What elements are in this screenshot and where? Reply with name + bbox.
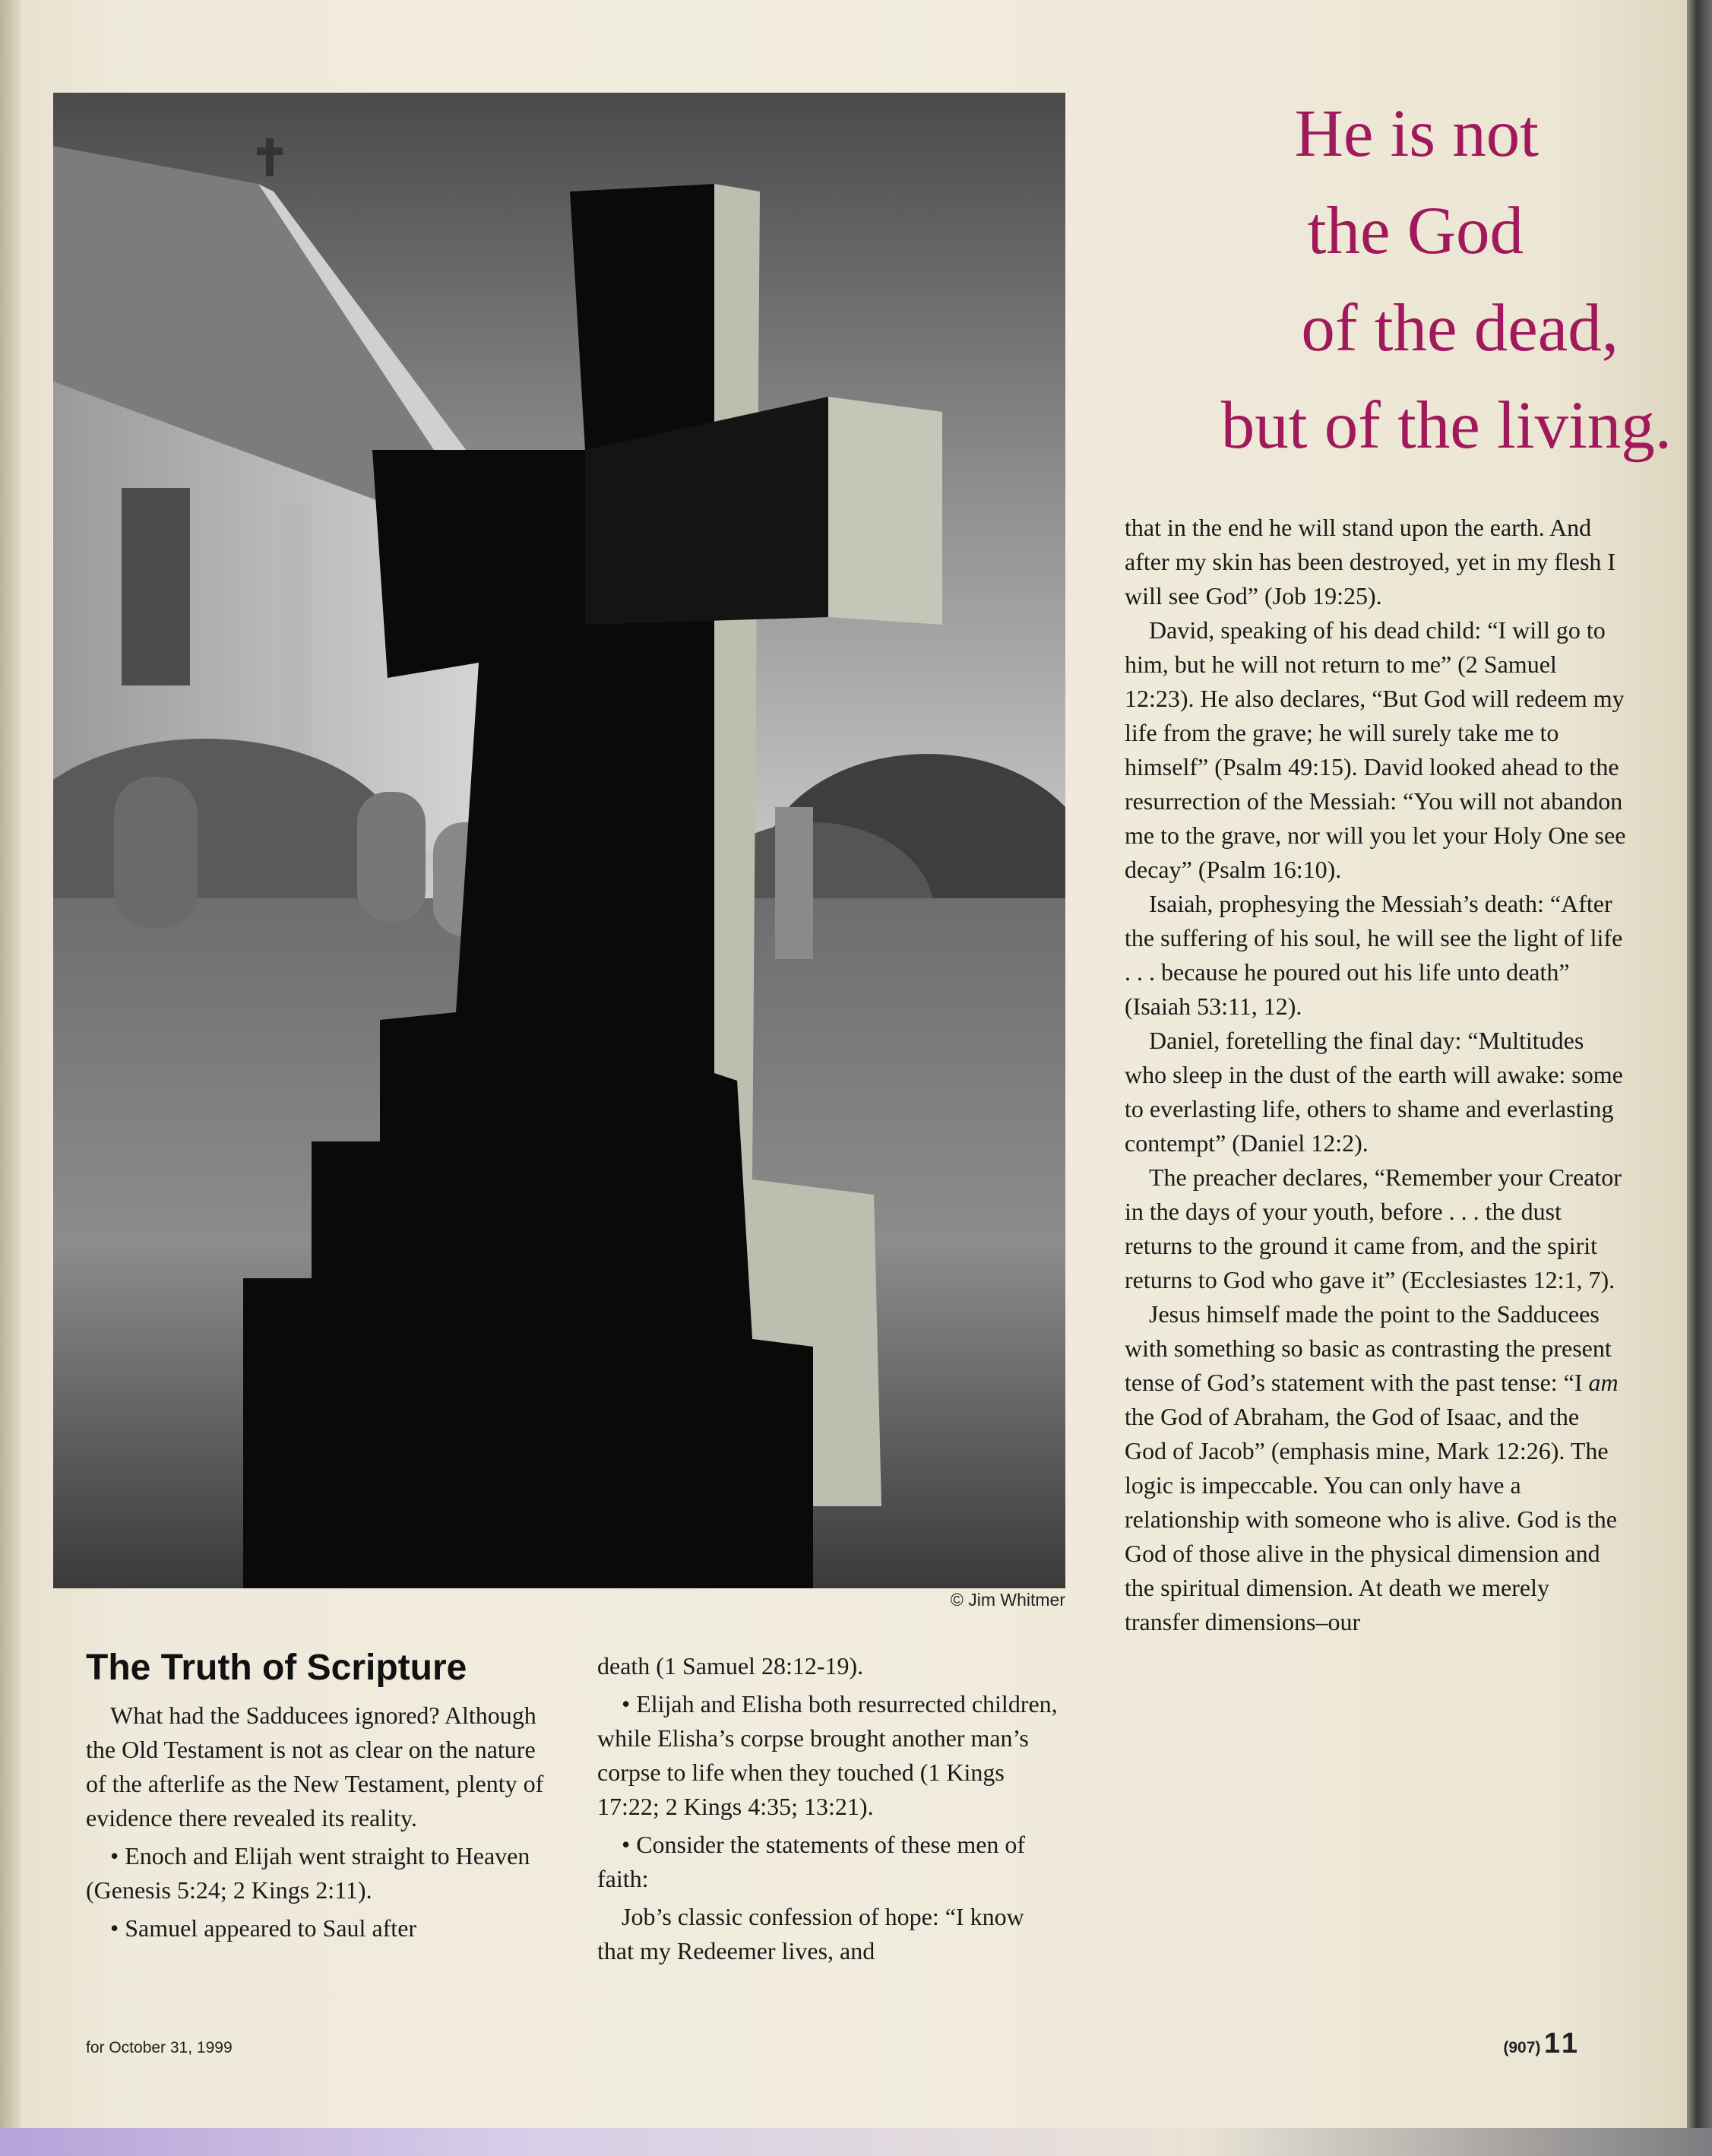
pull-quote-line: He is not <box>1294 97 1539 171</box>
scan-bottom-edge <box>0 2128 1712 2156</box>
paragraph: What had the Sadducees ignored? Although the Old Testament is not as clear on the nature of the afterlife as the New Testament, plenty of evidence there revealed its reality. <box>86 1702 544 1831</box>
bullet-item: • Enoch and Elijah went straight to Heaven (Genesis 5:24; 2 Kings 2:11). <box>86 1842 530 1904</box>
text-column-1 <box>86 1699 546 1945</box>
page-gutter <box>0 0 21 2156</box>
bullet-item: • Samuel appeared to Saul after <box>110 1914 417 1942</box>
cemetery-cross-photo <box>53 93 1065 1588</box>
photo-credit: © Jim Whitmer <box>950 1590 1065 1610</box>
bullet-item: • Elijah and Elisha both resurrected children, while Elisha’s corpse brought another man’s corpse to life when they touched (1 Kings 17:22; 2 Kings 4:35; 13:21). <box>597 1690 1058 1820</box>
folio-code: (907) <box>1503 2039 1541 2056</box>
paragraph: that in the end he will stand upon the earth. And after my skin has been destroyed, yet in my flesh I will see God” (Job 19:25). <box>1125 514 1616 609</box>
paragraph: Daniel, foretelling the final day: “Multitudes who sleep in the dust of the earth will awake: some to everlasting life, others to shame and everlasting contempt” (Daniel 12:2). <box>1125 1027 1623 1157</box>
pull-quote-line: the God <box>1307 194 1524 268</box>
page-edge-shadow <box>1687 0 1712 2156</box>
pull-quote-line: of the dead, <box>1301 291 1619 366</box>
section-heading: The Truth of Scripture <box>86 1648 467 1688</box>
issue-date: for October 31, 1999 <box>86 2039 233 2056</box>
paragraph: The preacher declares, “Remember your Creator in the days of your youth, before . . . the dust returns to the ground it came from, and the spirit returns to God who gave it” (Ecclesiastes 12:1, 7). <box>1125 1163 1622 1293</box>
text-run: the God of Abraham, the God of Isaac, and the God of Jacob” (emphasis mine, Mark 12:26). The logic is impeccable. You can only have a relationship with someone who is alive. God is the God of those alive in the physical dimension and the spiritual dimension. At death we merely transfer dimensions–our <box>1125 1403 1617 1635</box>
pull-quote <box>1094 85 1672 474</box>
text-column-3 <box>1125 511 1626 1639</box>
page-folio <box>1482 2028 1581 2060</box>
paragraph <box>1125 1297 1626 1639</box>
paragraph: death (1 Samuel 28:12-19). <box>597 1652 864 1680</box>
emphasis-text: am <box>1588 1369 1619 1396</box>
paragraph: Isaiah, prophesying the Messiah’s death: “After the suffering of his soul, he will see the light of life . . . because he poured out his life unto death” (Isaiah 53:11, 12). <box>1125 890 1623 1020</box>
paragraph: Job’s classic confession of hope: “I know that my Redeemer lives, and <box>597 1903 1024 1964</box>
paragraph: David, speaking of his dead child: “I will go to him, but he will not return to me” (2 Samuel 12:23). He also declares, “But God will redeem my life from the grave; he will surely take me to himself” (Psalm 49:15). David looked ahead to the resurrection of the Messiah: “You will not abandon me to the grave, nor will you let your Holy One see decay” (Psalm 16:10). <box>1125 616 1626 883</box>
bullet-item: • Consider the statements of these men of faith: <box>597 1831 1026 1892</box>
text-column-2 <box>597 1649 1061 1968</box>
pull-quote-line: but of the living. <box>1220 388 1672 463</box>
text-run: Jesus himself made the point to the Sadducees with something so basic as contrasting the present tense of God’s statement with the past tense: “I <box>1125 1300 1612 1396</box>
page-number: 11 <box>1543 2028 1581 2059</box>
